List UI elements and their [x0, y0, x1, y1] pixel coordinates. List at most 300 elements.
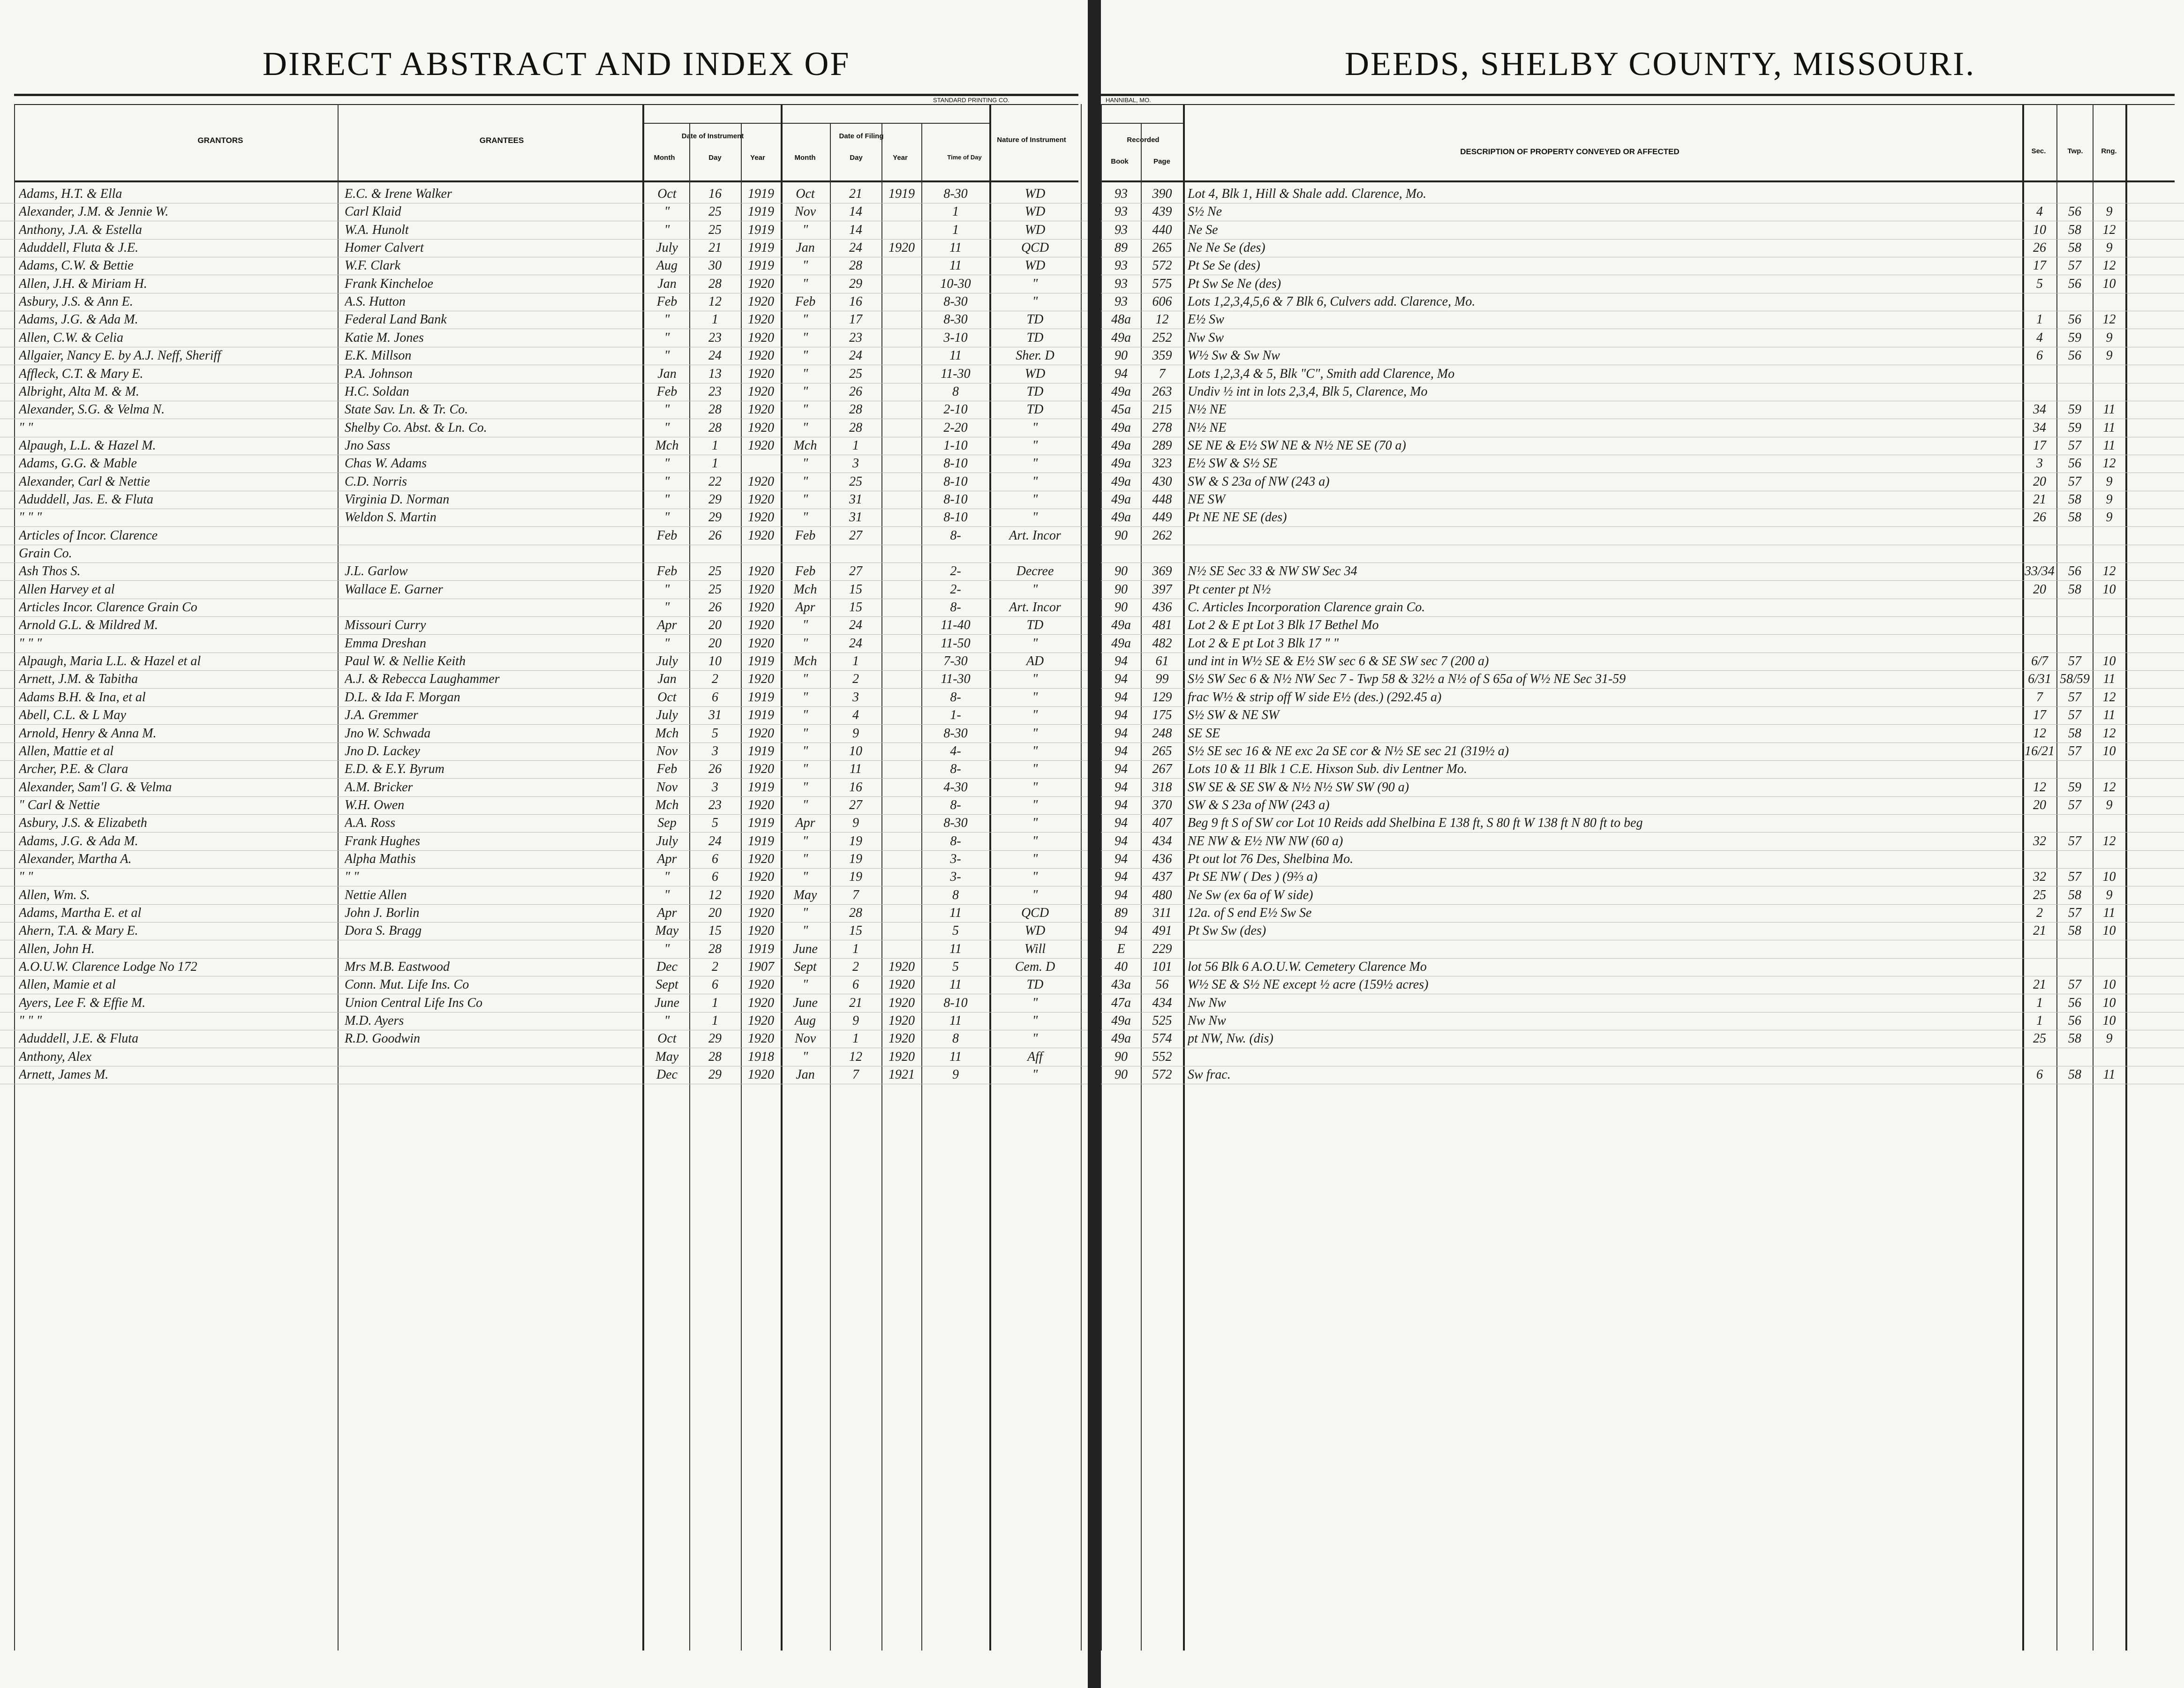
- cell-iy: 1920: [748, 995, 774, 1010]
- cell-fd: 19: [849, 833, 862, 848]
- filing-day-header: Day: [850, 154, 863, 162]
- cell-rng: 10: [2102, 1013, 2116, 1028]
- cell-grantee: W.F. Clark: [345, 258, 401, 273]
- date-group-rule: [642, 123, 783, 124]
- cell-grantor: Alexander, S.G. & Velma N.: [19, 402, 165, 417]
- cell-page: 552: [1152, 1049, 1172, 1064]
- ledger-row: [1101, 1048, 2184, 1066]
- cell-twp: [2058, 760, 2092, 778]
- cell-book: E: [1117, 941, 1125, 956]
- cell-book: 49a: [1111, 1031, 1131, 1046]
- cell-desc: W½ SE & S½ NE except ½ acre (159½ acres): [1188, 977, 1429, 992]
- cell-fm: ": [802, 402, 808, 417]
- cell-time: 4-30: [943, 780, 968, 795]
- cell-rng: [2094, 958, 2124, 976]
- cell-grantor: Adams, H.T. & Ella: [19, 187, 122, 201]
- cell-nature: TD: [1026, 330, 1044, 345]
- cell-grantor: Aduddell, Fluta & J.E.: [19, 240, 139, 255]
- cell-time: 11: [949, 348, 962, 363]
- cell-fd: 1: [852, 941, 859, 956]
- cell-time: 3-10: [943, 330, 968, 345]
- cell-nature: ": [1032, 870, 1038, 885]
- cell-time: 2-: [950, 582, 961, 597]
- ledger-row: [1101, 814, 2184, 833]
- cell-page: 101: [1152, 960, 1172, 975]
- cell-twp: [2058, 365, 2092, 383]
- cell-sec: [2024, 850, 2056, 868]
- cell-page: 480: [1152, 887, 1172, 902]
- cell-iy: 1919: [748, 240, 774, 255]
- ledger-row: [1101, 203, 2184, 221]
- cell-iy: 1920: [748, 510, 774, 525]
- cell-im: Mch: [655, 797, 679, 812]
- cell-fy: [883, 545, 920, 563]
- cell-sec: [2024, 383, 2056, 401]
- cell-im: May: [655, 923, 679, 938]
- cell-fd: 28: [849, 402, 862, 417]
- cell-grantor: Grain Co.: [19, 546, 72, 561]
- cell-sec: 17: [2033, 708, 2046, 723]
- cell-sec: 10: [2033, 222, 2046, 237]
- cell-sec: 16/21: [2025, 743, 2055, 758]
- cell-iy: 1920: [748, 330, 774, 345]
- cell-im: Jan: [657, 366, 677, 381]
- cell-iy: 1920: [748, 564, 774, 579]
- ledger-row: [0, 833, 1088, 851]
- cell-fy: 1920: [889, 240, 915, 255]
- cell-id: 28: [708, 402, 722, 417]
- ledger-row: [0, 383, 1088, 401]
- cell-page: 215: [1152, 402, 1172, 417]
- cell-time: 3-: [950, 851, 961, 866]
- cell-page: 311: [1152, 906, 1172, 920]
- cell-fd: 25: [849, 474, 862, 489]
- cell-fy: [883, 401, 920, 419]
- cell-fd: 23: [849, 330, 862, 345]
- cell-sec: [2024, 616, 2056, 634]
- cell-iy: 1920: [748, 977, 774, 992]
- cell-im: Sept: [655, 977, 678, 992]
- cell-grantee: A.J. & Rebecca Laughammer: [345, 672, 500, 687]
- cell-fm: ": [802, 743, 808, 758]
- ledger-row: [1101, 509, 2184, 527]
- cell-desc: Nw Sw: [1188, 330, 1224, 345]
- instrument-day-header: Day: [708, 154, 722, 162]
- cell-im: Aug: [656, 258, 678, 273]
- cell-page: 440: [1152, 222, 1172, 237]
- cell-page: 359: [1152, 348, 1172, 363]
- cell-sec: 1: [2036, 1013, 2043, 1028]
- cell-time: 8-: [950, 690, 961, 705]
- cell-grantor: Alexander, Carl & Nettie: [19, 474, 150, 489]
- cell-fd: 27: [849, 564, 862, 579]
- header-rule: [1101, 104, 2175, 105]
- cell-grantor: " Carl & Nettie: [19, 797, 100, 812]
- cell-desc: lot 56 Blk 6 A.O.U.W. Cemetery Clarence Mo: [1188, 960, 1427, 975]
- cell-fy: [883, 275, 920, 293]
- cell-twp: 57: [2068, 743, 2081, 758]
- cell-iy: 1920: [748, 851, 774, 866]
- cell-fy: [883, 868, 920, 886]
- cell-rng: 12: [2102, 456, 2116, 471]
- cell-time: 11: [949, 906, 962, 920]
- cell-grantor: Adams B.H. & Ina, et al: [19, 690, 146, 705]
- cell-sec: [2024, 940, 2056, 958]
- cell-time: 1-: [950, 708, 961, 723]
- ledger-row: [1101, 545, 2184, 563]
- cell-page: 369: [1152, 564, 1172, 579]
- cell-twp: [2058, 185, 2092, 203]
- cell-page: 323: [1152, 456, 1172, 471]
- cell-im: ": [664, 456, 670, 471]
- cell-id: 25: [708, 222, 722, 237]
- cell-rng: 12: [2102, 780, 2116, 795]
- cell-fy: [883, 563, 920, 580]
- ledger-row: [1101, 994, 2184, 1013]
- cell-grantee: Weldon S. Martin: [345, 510, 437, 525]
- cell-book: 89: [1115, 240, 1128, 255]
- cell-id: 25: [708, 564, 722, 579]
- cell-rng: 9: [2106, 1031, 2113, 1046]
- cell-desc: N½ SE Sec 33 & NW SW Sec 34: [1188, 564, 1357, 579]
- cell-desc: SW & S 23a of NW (243 a): [1188, 474, 1330, 489]
- cell-page: 265: [1152, 240, 1172, 255]
- ledger-row: [1101, 689, 2184, 707]
- cell-time: 4-: [950, 743, 961, 758]
- cell-fm: ": [802, 222, 808, 237]
- cell-grantee: Frank Kincheloe: [345, 276, 433, 291]
- cell-im: Oct: [657, 690, 677, 705]
- cell-desc: [1188, 940, 2018, 958]
- cell-twp: 57: [2068, 977, 2081, 992]
- cell-fd: 24: [849, 618, 862, 633]
- cell-fm: ": [802, 366, 808, 381]
- cell-time: 1: [952, 222, 959, 237]
- cell-fm: Aug: [794, 1013, 816, 1028]
- cell-im: Feb: [656, 762, 678, 777]
- cell-desc: [1188, 527, 2018, 545]
- cell-sec: [2024, 365, 2056, 383]
- cell-rng: [2094, 545, 2124, 563]
- filing-year-header: Year: [893, 154, 908, 162]
- cell-book: 93: [1115, 258, 1128, 273]
- cell-sec: 25: [2033, 887, 2046, 902]
- cell-fy: [883, 904, 920, 922]
- cell-time: 8-30: [943, 312, 968, 327]
- cell-nature: ": [1032, 743, 1038, 758]
- cell-grantor: Abell, C.L. & L May: [19, 708, 126, 723]
- cell-book: 49a: [1111, 1013, 1131, 1028]
- cell-fy: [883, 347, 920, 365]
- cell-fy: [883, 814, 920, 832]
- cell-twp: 58: [2068, 1031, 2081, 1046]
- cell-im: ": [664, 600, 670, 615]
- cell-grantor: Anthony, J.A. & Estella: [19, 222, 142, 237]
- cell-page: 481: [1152, 618, 1172, 633]
- cell-desc: Ne Ne Se (des): [1188, 240, 1265, 255]
- cell-book: 94: [1115, 797, 1128, 812]
- cell-grantee: J.L. Garlow: [345, 564, 408, 579]
- cell-nature: Sher. D: [1016, 348, 1054, 363]
- cell-nature: Art. Incor: [1009, 600, 1061, 615]
- cell-time: 8-30: [943, 187, 968, 201]
- ledger-row: [0, 743, 1088, 761]
- cell-nature: WD: [1024, 204, 1046, 219]
- cell-sec: 6: [2036, 348, 2043, 363]
- cell-desc: pt NW, Nw. (dis): [1188, 1031, 1273, 1046]
- cell-rng: [2094, 1048, 2124, 1066]
- cell-desc: Lot 2 & E pt Lot 3 Blk 17 " ": [1188, 636, 1339, 651]
- cell-fy: [883, 725, 920, 743]
- ledger-row: [0, 886, 1088, 905]
- cell-rng: [2094, 383, 2124, 401]
- cell-desc: und int in W½ SE & E½ SW sec 6 & SE SW sec 7 (200 a): [1188, 654, 1489, 669]
- cell-im: [645, 545, 689, 563]
- cell-page: 318: [1152, 780, 1172, 795]
- cell-grantee: Emma Dreshan: [345, 636, 426, 651]
- cell-page: 436: [1152, 600, 1172, 615]
- cell-twp: 58: [2068, 1067, 2081, 1082]
- cell-book: 49a: [1111, 384, 1131, 399]
- cell-iy: 1919: [748, 654, 774, 669]
- cell-iy: 1920: [748, 294, 774, 309]
- cell-id: 1: [712, 312, 718, 327]
- cell-book: 94: [1115, 708, 1128, 723]
- cell-fm: Sept: [794, 960, 817, 975]
- cell-rng: 11: [2103, 402, 2116, 417]
- cell-time: 11-30: [941, 672, 971, 687]
- cell-iy: [742, 545, 780, 563]
- cell-rng: 10: [2102, 995, 2116, 1010]
- cell-grantor: " ": [19, 420, 33, 435]
- ledger-row: [1101, 886, 2184, 905]
- header-rule: [14, 104, 1078, 105]
- cell-book: 90: [1115, 600, 1128, 615]
- cell-twp: 58: [2068, 582, 2081, 597]
- cell-im: ": [664, 348, 670, 363]
- cell-im: ": [664, 1013, 670, 1028]
- ledger-row: [0, 994, 1088, 1013]
- cell-fm: ": [802, 258, 808, 273]
- cell-sec: [2024, 527, 2056, 545]
- cell-twp: 56: [2068, 276, 2081, 291]
- cell-nature: ": [1032, 816, 1038, 831]
- cell-iy: 1920: [748, 474, 774, 489]
- cell-page: 129: [1152, 690, 1172, 705]
- cell-book: 93: [1115, 204, 1128, 219]
- cell-twp: 57: [2068, 870, 2081, 885]
- cell-fy: [883, 527, 920, 545]
- cell-grantor: Adams, J.G. & Ada M.: [19, 833, 138, 848]
- cell-desc: frac W½ & strip off W side E½ (des.) (292.45 a): [1188, 690, 1442, 705]
- cell-im: Feb: [656, 564, 678, 579]
- cell-nature: ": [1032, 276, 1038, 291]
- cell-id: 26: [708, 600, 722, 615]
- cell-twp: 59: [2068, 402, 2081, 417]
- cell-im: Dec: [656, 1067, 678, 1082]
- cell-sec: 34: [2033, 402, 2046, 417]
- cell-rng: 9: [2106, 474, 2113, 489]
- cell-fd: 1: [852, 1031, 859, 1046]
- cell-desc: Sw frac.: [1188, 1067, 1231, 1082]
- cell-sec: 20: [2033, 474, 2046, 489]
- cell-book: 94: [1115, 851, 1128, 866]
- cell-twp: [2058, 635, 2092, 653]
- cell-iy: 1919: [748, 708, 774, 723]
- cell-fm: ": [802, 906, 808, 920]
- cell-im: July: [656, 240, 678, 255]
- ledger-row: [0, 1030, 1088, 1048]
- cell-grantee: J.A. Gremmer: [345, 708, 418, 723]
- cell-rng: 10: [2102, 977, 2116, 992]
- cell-im: Mch: [655, 438, 679, 453]
- cell-sec: 7: [2036, 690, 2043, 705]
- cell-fd: 27: [849, 528, 862, 543]
- cell-iy: 1920: [748, 438, 774, 453]
- cell-twp: 57: [2068, 690, 2081, 705]
- cell-desc: SE NE & E½ SW NE & N½ NE SE (70 a): [1188, 438, 1406, 453]
- ledger-row: [1101, 347, 2184, 365]
- filing-month-header: Month: [794, 154, 816, 162]
- cell-page: 572: [1152, 1067, 1172, 1082]
- cell-iy: 1919: [748, 743, 774, 758]
- ledger-row: [1101, 922, 2184, 940]
- cell-id: 23: [708, 384, 722, 399]
- cell-grantee: [345, 1066, 635, 1084]
- cell-grantee: Jno Sass: [345, 438, 391, 453]
- cell-id: [692, 545, 738, 563]
- cell-fm: Mch: [793, 582, 817, 597]
- cell-twp: 57: [2068, 906, 2081, 920]
- cell-rng: 9: [2106, 887, 2113, 902]
- cell-id: 24: [708, 348, 722, 363]
- ledger-row: [1101, 940, 2184, 959]
- cell-book: 49a: [1111, 492, 1131, 507]
- cell-grantor: Ayers, Lee F. & Effie M.: [19, 995, 146, 1010]
- cell-fd: 21: [849, 187, 862, 201]
- cell-nature: ": [1032, 510, 1038, 525]
- cell-fm: ": [802, 456, 808, 471]
- cell-id: 1: [712, 438, 718, 453]
- cell-im: ": [664, 492, 670, 507]
- cell-twp: [2058, 1048, 2092, 1066]
- cell-page: 267: [1152, 762, 1172, 777]
- cell-id: 31: [708, 708, 722, 723]
- ledger-row: [0, 491, 1088, 509]
- cell-grantor: Ahern, T.A. & Mary E.: [19, 923, 138, 938]
- cell-fd: 2: [852, 672, 859, 687]
- cell-id: 1: [712, 995, 718, 1010]
- cell-desc: Lots 10 & 11 Blk 1 C.E. Hixson Sub. div Lentner Mo.: [1188, 762, 1467, 777]
- cell-desc: SE SE: [1188, 726, 1220, 741]
- cell-desc: W½ Sw & Sw Nw: [1188, 348, 1280, 363]
- cell-book: 49a: [1111, 636, 1131, 651]
- cell-grantee: Shelby Co. Abst. & Ln. Co.: [345, 420, 487, 435]
- cell-fd: 24: [849, 636, 862, 651]
- cell-time: 8-10: [943, 995, 968, 1010]
- cell-nature: ": [1032, 995, 1038, 1010]
- cell-page: 575: [1152, 276, 1172, 291]
- cell-page: 390: [1152, 187, 1172, 201]
- cell-fy: [883, 653, 920, 670]
- cell-fm: ": [802, 348, 808, 363]
- header-rule: [1101, 180, 2175, 182]
- ledger-row: [1101, 437, 2184, 455]
- cell-fy: 1920: [889, 1013, 915, 1028]
- cell-book: 49a: [1111, 330, 1131, 345]
- cell-iy: 1920: [748, 582, 774, 597]
- cell-im: ": [664, 510, 670, 525]
- cell-rng: [2094, 814, 2124, 832]
- cell-im: ": [664, 204, 670, 219]
- cell-nature: ": [1032, 1031, 1038, 1046]
- cell-sec: [2024, 1048, 2056, 1066]
- cell-sec: 17: [2033, 258, 2046, 273]
- cell-desc: N½ NE: [1188, 402, 1227, 417]
- ledger-row: [1101, 185, 2184, 203]
- cell-rng: 12: [2102, 222, 2116, 237]
- cell-twp: [2058, 958, 2092, 976]
- date-of-filing-header: Date of Filing: [839, 132, 884, 140]
- cell-page: 606: [1152, 294, 1172, 309]
- cell-sec: [2024, 760, 2056, 778]
- cell-sec: [2024, 185, 2056, 203]
- cell-time: 5: [952, 923, 959, 938]
- cell-id: 2: [712, 672, 718, 687]
- cell-fm: ": [802, 618, 808, 633]
- cell-fy: [883, 599, 920, 616]
- cell-nature: TD: [1026, 384, 1044, 399]
- cell-time: 2-10: [943, 402, 968, 417]
- cell-rng: [2094, 599, 2124, 616]
- cell-id: 3: [712, 780, 718, 795]
- cell-rng: 11: [2103, 438, 2116, 453]
- header-rule: [1101, 94, 2175, 96]
- cell-page: 99: [1155, 672, 1169, 687]
- cell-twp: 56: [2068, 312, 2081, 327]
- cell-fd: 24: [849, 348, 862, 363]
- cell-id: 20: [708, 618, 722, 633]
- cell-time: 9: [952, 1067, 959, 1082]
- cell-grantor: Aduddell, Jas. E. & Fluta: [19, 492, 153, 507]
- cell-desc: Lots 1,2,3,4 & 5, Blk "C", Smith add Clarence, Mo: [1188, 366, 1455, 381]
- ledger-row: [0, 437, 1088, 455]
- cell-grantor: Allen, Mamie et al: [19, 977, 116, 992]
- cell-nature: ": [1032, 438, 1038, 453]
- time-of-day-header: Time of Day: [947, 154, 982, 161]
- cell-fy: [883, 779, 920, 796]
- cell-fm: ": [802, 923, 808, 938]
- ledger-row: [0, 473, 1088, 491]
- cell-fm: ": [802, 672, 808, 687]
- cell-id: 15: [708, 923, 722, 938]
- cell-sec: 4: [2036, 204, 2043, 219]
- ledger-row: [1101, 706, 2184, 725]
- cell-desc: S½ SE sec 16 & NE exc 2a SE cor & N½ SE sec 21 (319½ a): [1188, 743, 1509, 758]
- cell-fy: [883, 743, 920, 760]
- cell-page: 370: [1152, 797, 1172, 812]
- cell-fd: 7: [852, 887, 859, 902]
- cell-id: 26: [708, 762, 722, 777]
- ledger-row: [1101, 725, 2184, 743]
- cell-fd: 15: [849, 923, 862, 938]
- cell-sec: [2024, 958, 2056, 976]
- left-ledger-page: [0, 0, 1088, 1688]
- cell-twp: 58: [2068, 726, 2081, 741]
- cell-fd: 15: [849, 582, 862, 597]
- cell-fd: 9: [852, 816, 859, 831]
- cell-grantor: Aduddell, J.E. & Fluta: [19, 1031, 139, 1046]
